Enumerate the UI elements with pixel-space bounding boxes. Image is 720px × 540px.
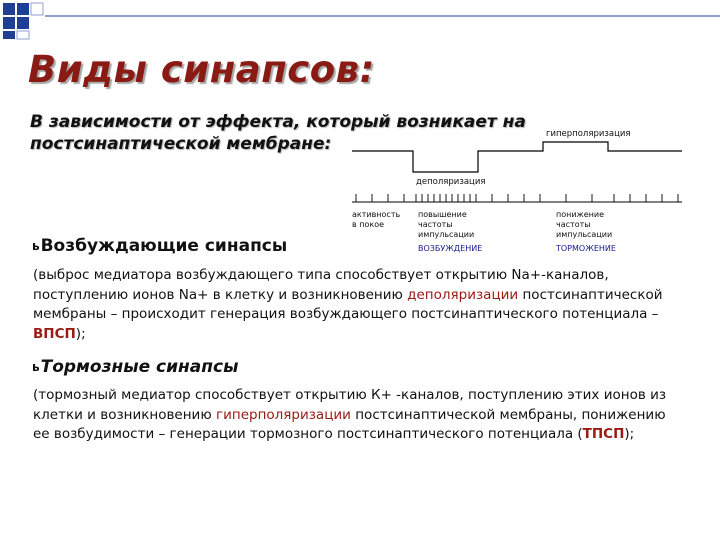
excitatory-heading <box>32 236 287 256</box>
inhibitory-heading-text: Тормозные синапсы <box>40 357 239 377</box>
label-rest-1: активность <box>352 210 401 219</box>
label-excitation: ВОЗБУЖДЕНИЕ <box>418 244 483 253</box>
excitatory-line-1: (выброс медиатора возбуждающего типа способствует открытию Na+-каналов, <box>33 267 609 283</box>
excitatory-line-4-text: ); <box>75 325 86 342</box>
inhibitory-line-2 <box>33 406 693 426</box>
excitatory-line-4 <box>33 325 693 345</box>
label-inhibition: ТОРМОЖЕНИЕ <box>556 244 616 253</box>
label-decrease-3: импульсации <box>556 230 613 239</box>
label-increase-3: импульсации <box>418 230 475 239</box>
term-hyperpolarization: гиперполяризации <box>216 406 351 423</box>
term-epsp: ВПСП <box>33 325 76 342</box>
label-decrease-2: частоты <box>556 220 591 229</box>
term-ipsp: ТПСП <box>582 426 625 442</box>
bullet-marker: ь <box>32 239 40 253</box>
subtitle-line-2: постсинаптической мембране: <box>30 134 332 154</box>
label-depolarization: деполяризация <box>416 177 486 187</box>
label-rest-2: в покое <box>352 220 385 229</box>
membrane-potential-diagram <box>350 124 690 256</box>
bullet-marker: ь <box>32 360 40 374</box>
inhibitory-line-1: (тормозный медиатор способствует открытию К+ -каналов, поступлению этих ионов из <box>33 387 667 403</box>
label-decrease-1: понижение <box>556 210 605 219</box>
inhibitory-line-2-text-b: постсинаптической мембраны, понижению <box>350 406 666 423</box>
label-hyperpolarization: гиперполяризация <box>546 129 631 139</box>
label-increase-1: повышение <box>418 210 467 219</box>
inhibitory-line-3 <box>33 425 693 445</box>
inhibitory-line-2-text-a: клетки и возникновению <box>33 406 216 423</box>
excitatory-line-2 <box>33 286 693 306</box>
inhibitory-description <box>33 386 693 445</box>
spike-train <box>352 194 682 202</box>
term-depolarization: деполяризации <box>407 286 519 303</box>
label-increase-2: частоты <box>418 220 453 229</box>
inhibitory-line-3-text-b: ); <box>624 426 635 442</box>
excitatory-description <box>33 266 693 344</box>
excitatory-line-2-text-a: поступлению ионов Na+ в клетку и возникновению <box>33 286 408 303</box>
subtitle-line-1: В зависимости от эффекта, который возникает на <box>30 112 526 132</box>
slide-title: Виды синапсов: <box>28 48 375 91</box>
inhibitory-line-3-text-a: ее возбудимости – генерации тормозного постсинаптического потенциала ( <box>33 426 583 442</box>
excitatory-heading-text: Возбуждающие синапсы <box>40 236 288 256</box>
corner-decoration <box>0 0 720 40</box>
excitatory-line-3: мембраны – происходит генерация возбуждающего постсинаптического потенциала – <box>33 306 659 322</box>
inhibitory-heading <box>32 357 238 377</box>
potential-trace <box>352 142 682 172</box>
excitatory-line-2-text-b: постсинаптической <box>518 286 663 303</box>
